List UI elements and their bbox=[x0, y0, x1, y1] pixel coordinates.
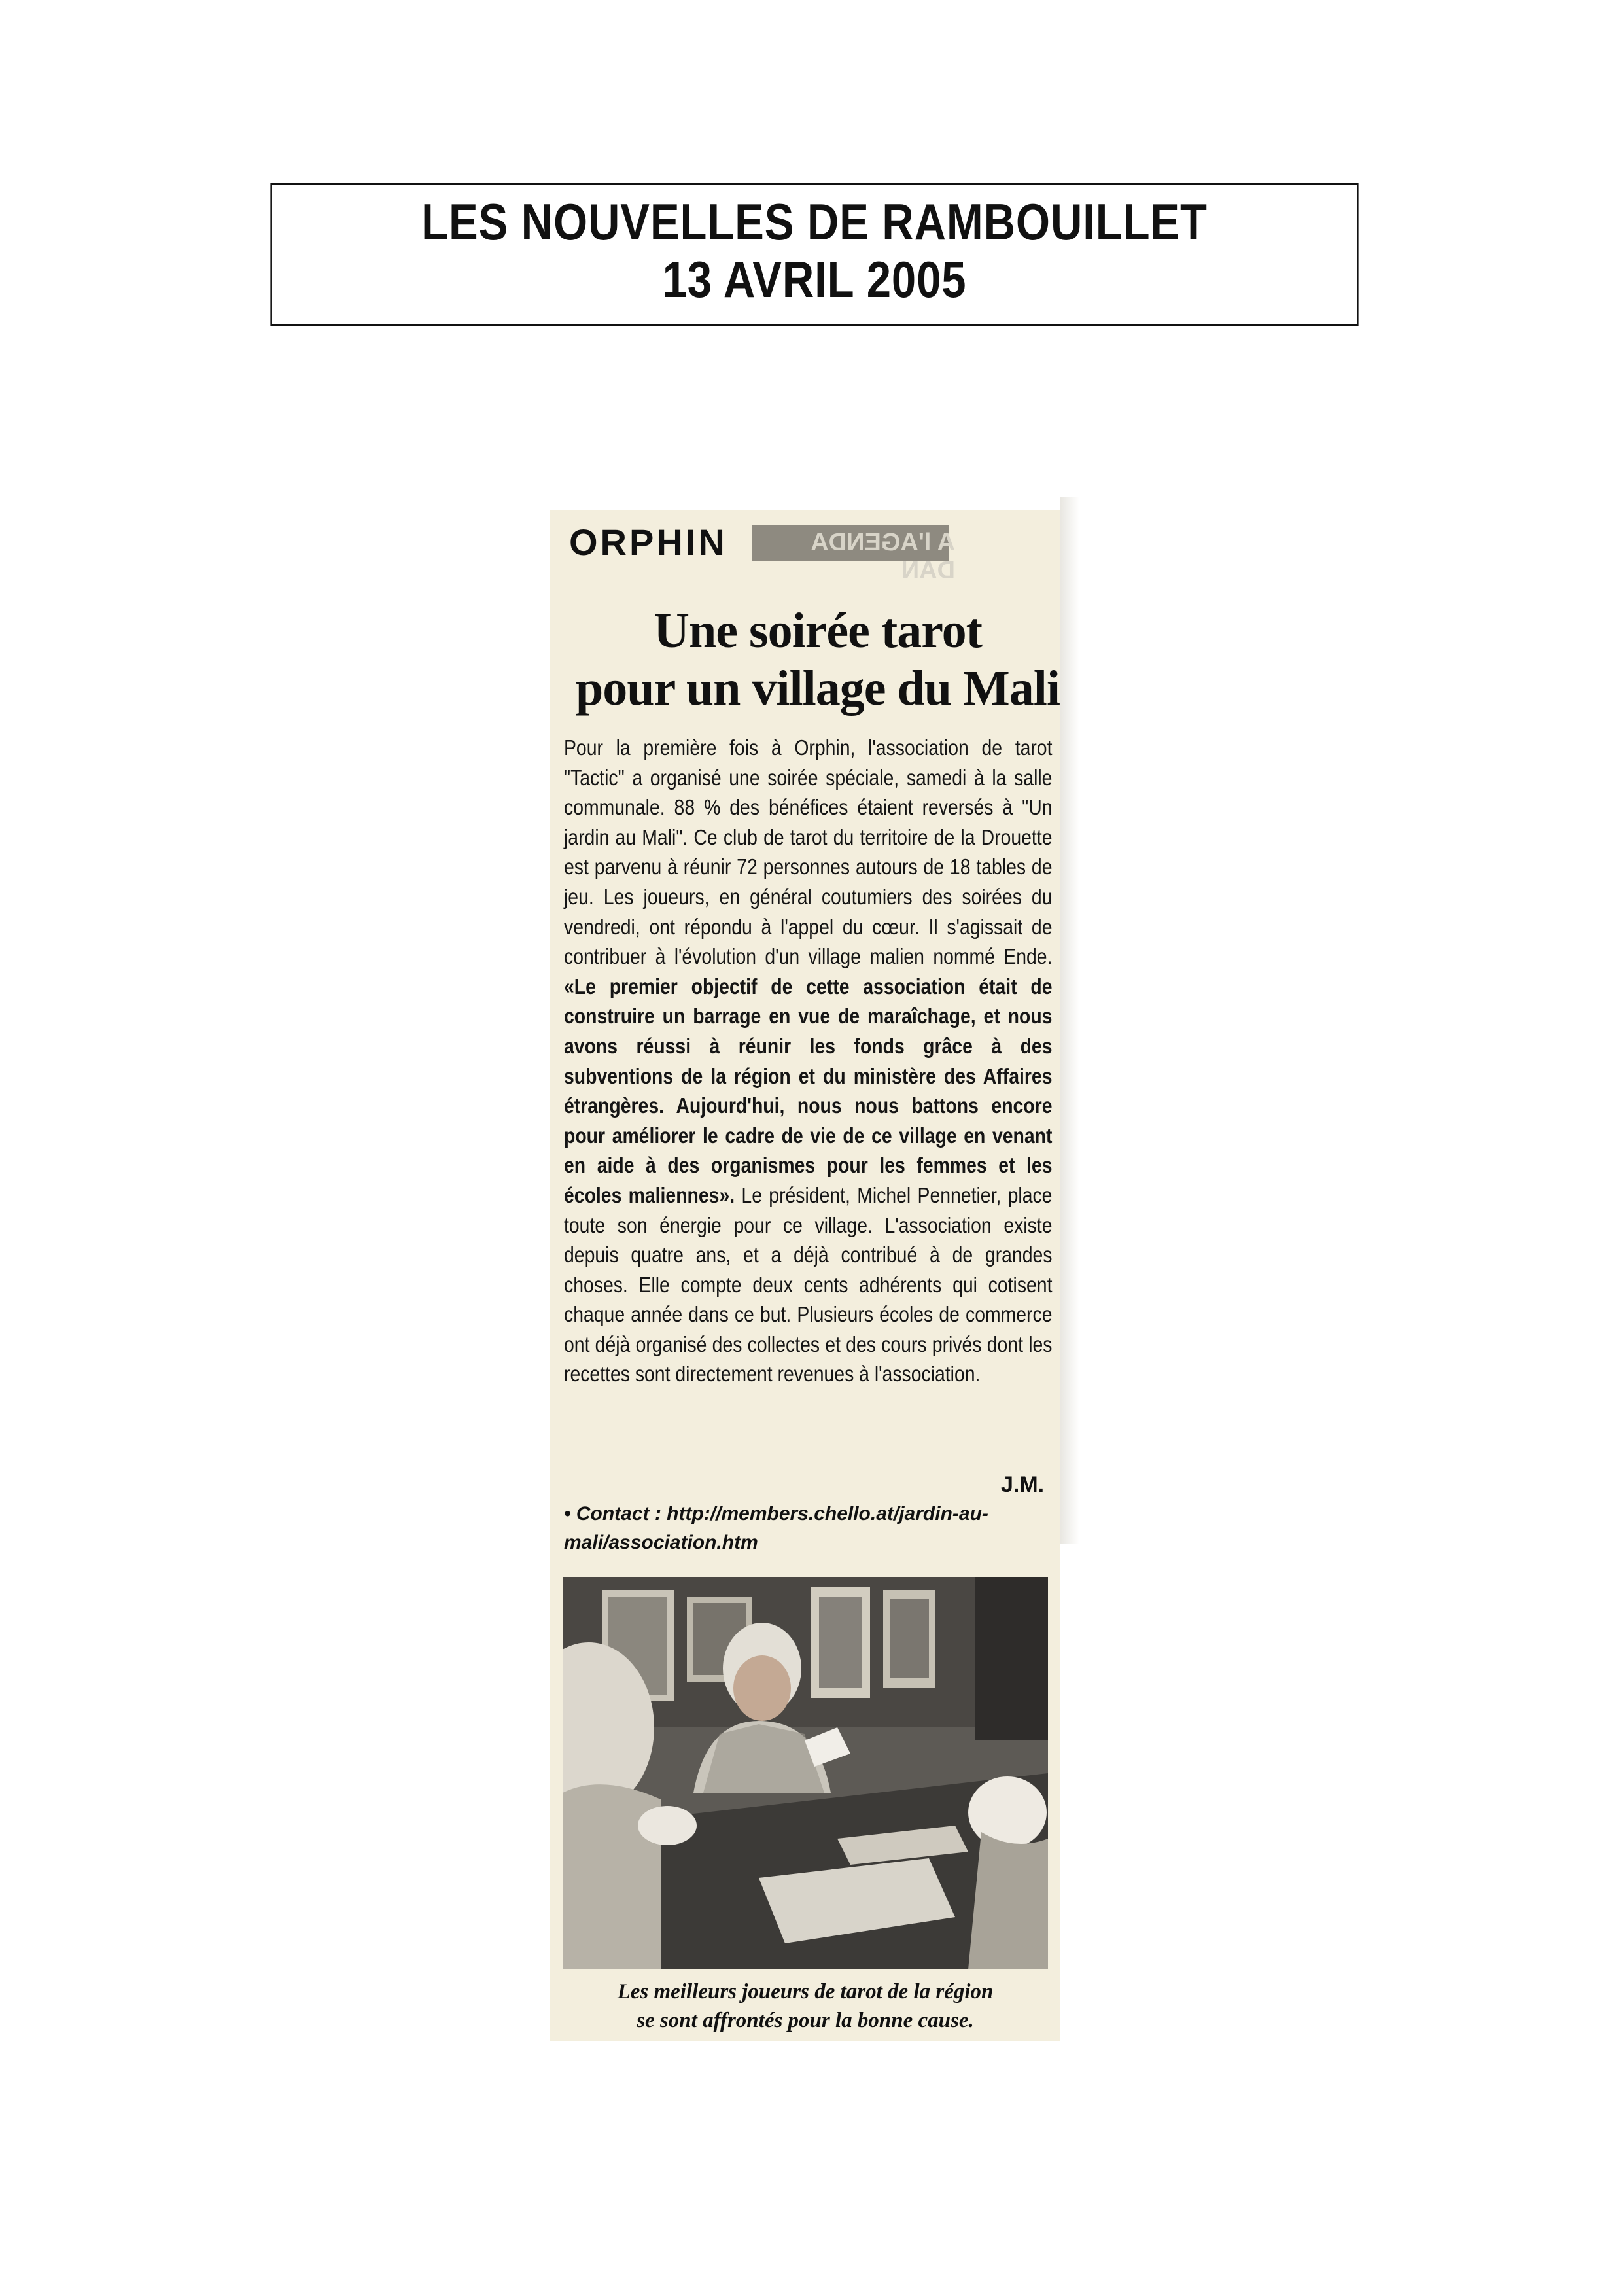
author-signature: J.M. bbox=[1001, 1472, 1045, 1497]
section-banner-ghost-text: A l'AGENDA DAN bbox=[811, 529, 955, 584]
article-photo bbox=[563, 1577, 1048, 1969]
contact-line: • Contact : http://members.chello.at/jardin-au-mali/association.htm bbox=[564, 1503, 988, 1553]
photo-caption bbox=[563, 1977, 1048, 2035]
article-headline bbox=[563, 602, 1073, 717]
newspaper-name: LES NOUVELLES DE RAMBOUILLET bbox=[421, 193, 1208, 251]
newspaper-header-box bbox=[270, 183, 1358, 326]
caption-line-2: se sont affrontés pour la bonne cause. bbox=[637, 2009, 974, 2032]
body-conclusion: Le président, Michel Pennetier, place toute son énergie pour ce village. L'association existe depuis quatre ans, et a déjà contribué à de grandes choses. Elle compte deux cents adhérents qui cotisent chaque année dans ce but. Plusieurs écoles de commerce ont déjà organisé des collectes et des cours privés dont les recettes sont directement revenues à l'association. bbox=[564, 1182, 1053, 1386]
headline-line-1: Une soirée tarot bbox=[654, 603, 982, 658]
publication-date: 13 AVRIL 2005 bbox=[662, 251, 967, 308]
caption-line-1: Les meilleurs joueurs de tarot de la région bbox=[617, 1980, 994, 2004]
headline-line-2: pour un village du Mali bbox=[575, 661, 1060, 716]
section-label: ORPHIN bbox=[569, 521, 727, 563]
section-tag bbox=[563, 517, 955, 584]
body-intro: Pour la première fois à Orphin, l'association de tarot "Tactic" a organisé une soirée spéciale, samedi à la salle communale. 88 % des bénéfices étaient reversés à "Un jardin au Mali". Ce club de tarot du territoire de la Drouette est parvenu à réunir 72 personnes autours de 18 tables de jeu. Les joueurs, en général coutumiers des soirées du vendredi, ont répondu à l'appel du cœur. Il s'agissait de contribuer à l'évolution d'un village malien nommé Ende. bbox=[564, 735, 1053, 969]
body-quote: «Le premier objectif de cette association était de construire un barrage en vue de maraîchage, et nous avons réussi à réunir les fonds grâce à des subventions de la région et du ministère des Affaires étrangères. Aujourd'hui, nous nous battons encore pour améliorer le cadre de vie de ce village en venant en aide à des organismes pour les femmes et les écoles maliennes». bbox=[564, 974, 1053, 1207]
tarot-players-photo bbox=[563, 1577, 1048, 1969]
article-body bbox=[564, 733, 1052, 1389]
